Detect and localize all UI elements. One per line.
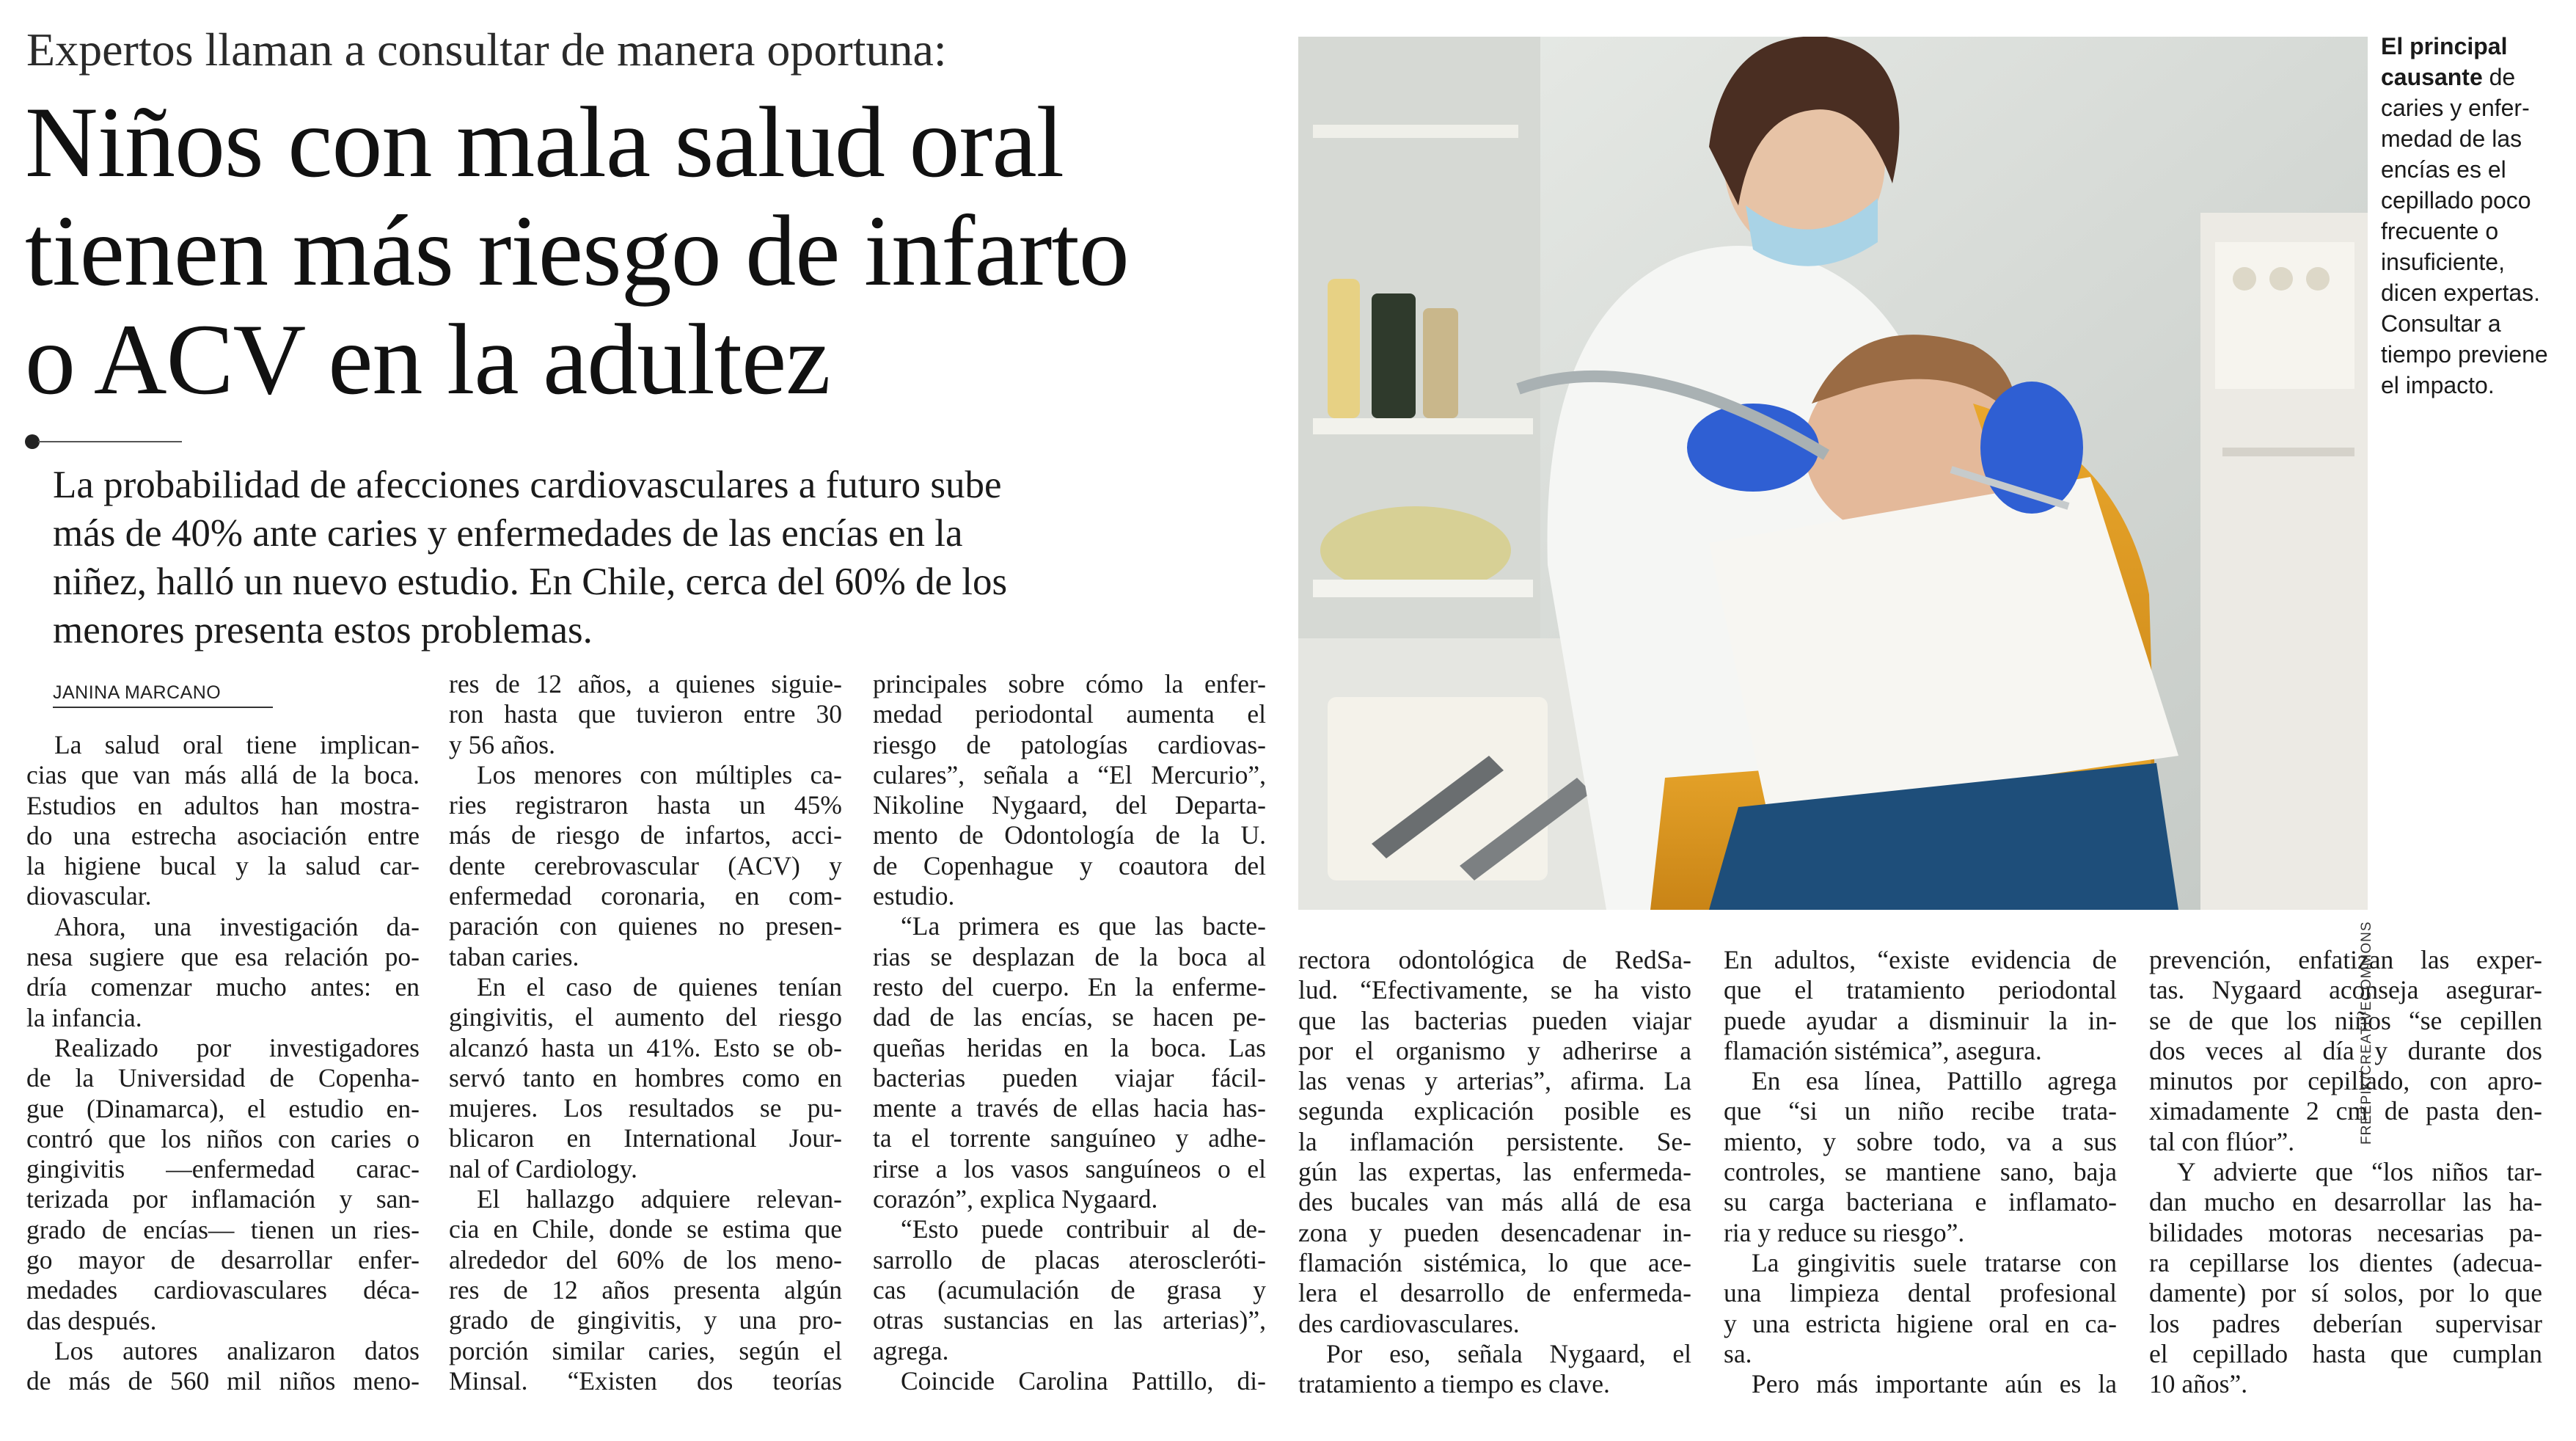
body-text-line: Por eso, señala Nygaard, el	[1326, 1338, 1691, 1368]
body-text-line: y 56 años.	[449, 729, 555, 759]
divider-dot	[25, 434, 40, 449]
body-text-line: blicaron en International Jour-	[449, 1123, 842, 1153]
body-text-line: cias que van más allá de la boca.	[26, 760, 420, 790]
body-text-line: culares”, señala a “El Mercurio”,	[873, 759, 1266, 789]
body-text-line: En esa línea, Pattillo agrega	[1752, 1066, 2117, 1096]
body-text-line: sarrollo de placas ateroscleróti-	[873, 1244, 1266, 1274]
body-text-line: gún las expertas, las enfermeda-	[1298, 1157, 1691, 1187]
body-text-line: las venas y arterias”, afirma. La	[1298, 1066, 1691, 1096]
body-text-line: diovascular.	[26, 881, 152, 911]
body-text-line: otras sustancias en las arterias)”,	[873, 1305, 1266, 1335]
body-text-line: mento de Odontología de la U.	[873, 820, 1266, 850]
body-text-line: “Esto puede contribuir al de-	[901, 1214, 1266, 1244]
body-text-line: res de 12 años, a quienes siguie-	[449, 669, 842, 698]
body-text-line: nesa sugiere que esa relación po-	[26, 942, 420, 972]
photo-caption	[2381, 31, 2564, 401]
caption-line: encías es el	[2381, 156, 2506, 183]
body-text-line: los padres deberían supervisar	[2149, 1308, 2542, 1338]
body-text-line: ra cepillarse los dientes (adecua-	[2149, 1247, 2542, 1277]
body-text-line: dos veces al día y durante dos	[2149, 1035, 2542, 1065]
headline-line: Niños con mala salud oral	[25, 86, 1064, 198]
body-text-line: Y advierte que “los niños tar-	[2177, 1157, 2542, 1187]
deck	[53, 461, 1226, 654]
body-text-line: Pero más importante aún es la	[1752, 1369, 2117, 1399]
body-text-line: ries registraron hasta un 45%	[449, 790, 842, 820]
caption-line	[2381, 62, 2564, 92]
caption-bold: causante	[2381, 64, 2483, 90]
body-text-line: queñas heridas en la boca. Las	[873, 1032, 1266, 1062]
body-text-line: dad de las encías, se hacen pe-	[873, 1002, 1266, 1032]
body-text-line: ron hasta que tuvieron entre 30	[449, 699, 842, 729]
body-text-line: go mayor de desarrollar enfer-	[26, 1245, 420, 1275]
body-text-line: flamación sistémica, lo que ace-	[1298, 1247, 1691, 1277]
body-text-line: El hallazgo adquiere relevan-	[477, 1184, 842, 1214]
deck-line: menores presenta estos problemas.	[53, 609, 593, 652]
caption-line	[2381, 31, 2564, 62]
caption-line: el impacto.	[2381, 372, 2495, 398]
body-text-line: flamación sistémica”, asegura.	[1724, 1035, 2042, 1065]
body-text-line: bilidades motoras necesarias pa-	[2149, 1217, 2542, 1247]
body-text-line: controles, se mantiene sano, baja	[1724, 1157, 2117, 1187]
headline-line: o ACV en la adultez	[25, 303, 830, 415]
body-text-line: grado de gingivitis, y una pro-	[449, 1305, 842, 1335]
body-column-1	[26, 730, 420, 1397]
body-text-line: Minsal. “Existen dos teorías	[449, 1365, 842, 1396]
body-text-line: ximadamente 2 cm de pasta den-	[2149, 1096, 2542, 1126]
body-text-line: des bucales van más allá de esa	[1298, 1187, 1691, 1217]
body-text-line: y una estricta higiene oral en ca-	[1724, 1308, 2117, 1338]
body-text-line: Nikoline Nygaard, del Departa-	[873, 790, 1266, 820]
body-text-line: alcanzó hasta un 41%. Esto se ob-	[449, 1032, 842, 1062]
body-text-line: La gingivitis suele tratarse con	[1752, 1247, 2117, 1277]
body-text-line: Los autores analizaron datos	[54, 1335, 420, 1365]
body-text-line: puede ayudar a disminuir la in-	[1724, 1005, 2117, 1035]
body-text-line: medades cardiovasculares déca-	[26, 1275, 420, 1305]
body-text-line: rectora odontológica de RedSa-	[1298, 945, 1691, 974]
caption-line: dicen expertas.	[2381, 280, 2541, 306]
body-text-line: cia en Chile, donde se estima que	[449, 1214, 842, 1244]
body-column-2	[449, 669, 842, 1396]
body-text-line: la inflamación persistente. Se-	[1298, 1126, 1691, 1156]
body-text-line: servó tanto en hombres como en	[449, 1062, 842, 1092]
body-text-line: grado de encías— tienen un ries-	[26, 1214, 420, 1244]
body-column-5	[1724, 945, 2117, 1399]
body-text-line: do una estrecha asociación entre	[26, 820, 420, 850]
body-text-line: dente cerebrovascular (ACV) y	[449, 850, 842, 880]
body-text-line: su carga bacteriana e inflamato-	[1724, 1187, 2117, 1217]
deck-line: más de 40% ante caries y enfermedades de las encías en la	[53, 512, 963, 555]
body-text-line: gue (Dinamarca), el estudio en-	[26, 1093, 420, 1123]
dentist-photo	[1298, 37, 2368, 910]
body-text-line: gingivitis, el aumento del riesgo	[449, 1002, 842, 1032]
body-text-line: tratamiento a tiempo es clave.	[1298, 1369, 1610, 1399]
body-text-line: gingivitis —enfermedad carac-	[26, 1154, 420, 1184]
body-column-4	[1298, 945, 1691, 1399]
body-text-line: En adultos, “existe evidencia de	[1724, 945, 2117, 974]
body-text-line: damente) por sí solos, por lo que	[2149, 1278, 2542, 1308]
body-text-line: contró que los niños con caries o	[26, 1123, 420, 1153]
body-text-line: tas. Nygaard aconseja asegurar-	[2149, 975, 2542, 1005]
body-text-line: estudio.	[873, 881, 955, 911]
body-text-line: zona y pueden desencadenar in-	[1298, 1217, 1691, 1247]
headline	[25, 88, 1272, 414]
caption-text: de	[2482, 64, 2516, 90]
caption-line: insuficiente,	[2381, 249, 2505, 275]
body-text-line: Estudios en adultos han mostra-	[26, 790, 420, 820]
body-text-line: principales sobre cómo la enfer-	[873, 669, 1266, 698]
body-text-line: corazón”, explica Nygaard.	[873, 1184, 1158, 1214]
caption-line: Consultar a	[2381, 310, 2501, 337]
caption-line: cepillado poco	[2381, 187, 2531, 214]
body-text-line: bacterias pueden viajar fácil-	[873, 1062, 1266, 1092]
body-text-line: por el organismo y adherirse a	[1298, 1035, 1691, 1065]
body-text-line: das después.	[26, 1305, 157, 1335]
body-text-line: se de que los niños “se cepillen	[2149, 1005, 2542, 1035]
dentist-scene-illustration	[1298, 37, 2368, 910]
body-text-line: En el caso de quienes tenían	[477, 971, 842, 1002]
body-text-line: rias se desplazan de la boca al	[873, 941, 1266, 971]
body-column-3	[873, 669, 1266, 1396]
body-text-line: que el tratamiento periodontal	[1724, 975, 2117, 1005]
body-text-line: La salud oral tiene implican-	[54, 730, 420, 759]
body-text-line: tal con flúor”.	[2149, 1126, 2295, 1156]
body-text-line: cas (acumulación de grasa y	[873, 1274, 1266, 1305]
byline: JANINA MARCANO	[53, 682, 273, 708]
body-text-line: que “si un niño recibe trata-	[1724, 1096, 2117, 1126]
caption-bold: El principal	[2381, 33, 2508, 59]
body-text-line: porción similar caries, según el	[449, 1335, 842, 1365]
body-text-line: alrededor del 60% de los meno-	[449, 1244, 842, 1274]
body-text-line: la higiene bucal y la salud car-	[26, 851, 420, 881]
body-text-line: segunda explicación posible es	[1298, 1096, 1691, 1126]
caption-line: medad de las	[2381, 125, 2522, 152]
body-text-line: Los menores con múltiples ca-	[477, 759, 842, 789]
body-text-line: Ahora, una investigación da-	[54, 911, 420, 941]
body-text-line: miento, y sobre todo, va a sus	[1724, 1126, 2117, 1156]
body-text-line: mujeres. Los resultados se pu-	[449, 1093, 842, 1123]
body-text-line: “La primera es que las bacte-	[901, 911, 1266, 941]
caption-line: tiempo previene	[2381, 341, 2548, 368]
body-text-line: minutos por cepillado, con apro-	[2149, 1066, 2542, 1096]
body-text-line: 10 años”.	[2149, 1369, 2248, 1399]
body-text-line: agrega.	[873, 1335, 949, 1365]
body-text-line: Coincide Carolina Pattillo, di-	[901, 1365, 1266, 1396]
body-text-line: resto del cuerpo. En la enferme-	[873, 971, 1266, 1002]
body-text-line: taban caries.	[449, 941, 579, 971]
caption-line: caries y enfer-	[2381, 95, 2530, 121]
body-text-line: de más de 560 mil niños meno-	[26, 1366, 420, 1396]
body-text-line: de la Universidad de Copenha-	[26, 1063, 420, 1093]
body-text-line: mente a través de ellas hacia has-	[873, 1093, 1266, 1123]
body-text-line: ta el torrente sanguíneo y adhe-	[873, 1123, 1266, 1153]
body-text-line: terizada por inflamación y san-	[26, 1184, 420, 1214]
body-text-line: lud. “Efectivamente, se ha visto	[1298, 975, 1691, 1005]
body-text-line: sa.	[1724, 1338, 1752, 1368]
body-text-line: riesgo de patologías cardiovas-	[873, 729, 1266, 759]
body-text-line: paración con quienes no presen-	[449, 911, 842, 941]
body-text-line: lera el desarrollo de enfermeda-	[1298, 1278, 1691, 1308]
body-text-line: la infancia.	[26, 1002, 142, 1032]
body-text-line: ria y reduce su riesgo”.	[1724, 1217, 1965, 1247]
body-text-line: de Copenhague y coautora del	[873, 850, 1266, 880]
caption-line: frecuente o	[2381, 218, 2499, 244]
headline-line: tienen más riesgo de infarto	[25, 194, 1129, 307]
body-text-line: el cepillado hasta que cumplan	[2149, 1338, 2542, 1368]
body-text-line: des cardiovasculares.	[1298, 1308, 1520, 1338]
body-text-line: medad periodontal aumenta el	[873, 699, 1266, 729]
deck-line: La probabilidad de afecciones cardiovasculares a futuro sube	[53, 464, 1002, 506]
deck-line: niñez, halló un nuevo estudio. En Chile, cerca del 60% de los	[53, 561, 1008, 603]
body-text-line: nal of Cardiology.	[449, 1153, 637, 1183]
body-text-line: enfermedad coronaria, en com-	[449, 881, 842, 911]
body-text-line: que las bacterias pueden viajar	[1298, 1005, 1691, 1035]
kicker: Expertos llaman a consultar de manera oportuna:	[26, 23, 947, 76]
body-text-line: res de 12 años presenta algún	[449, 1274, 842, 1305]
body-text-line: prevención, enfatizan las exper-	[2149, 945, 2542, 974]
body-text-line: Realizado por investigadores	[54, 1032, 420, 1062]
body-text-line: dría comenzar mucho antes: en	[26, 972, 420, 1002]
divider-line	[38, 441, 182, 442]
body-text-line: rirse a los vasos sanguíneos o el	[873, 1153, 1266, 1183]
body-text-line: dan mucho en desarrollar las ha-	[2149, 1187, 2542, 1217]
photo-credit: FREEPIK/CREATIVECOMMONS	[2359, 921, 2374, 1145]
body-text-line: una limpieza dental profesional	[1724, 1278, 2117, 1308]
body-column-6	[2149, 945, 2542, 1399]
body-text-line: más de riesgo de infartos, acci-	[449, 820, 842, 850]
